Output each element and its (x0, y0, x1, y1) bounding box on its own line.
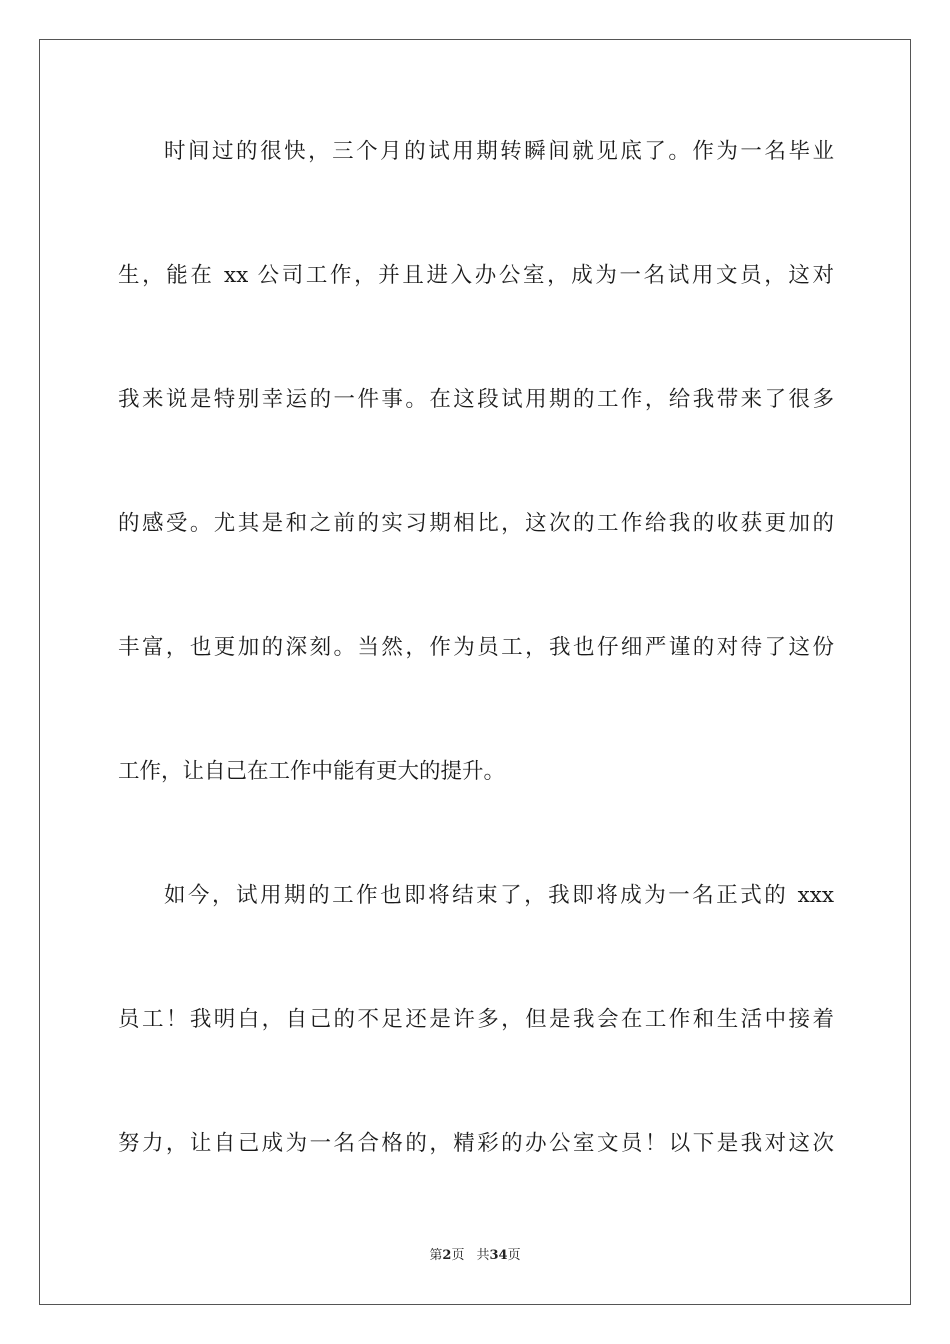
page-border (39, 39, 911, 1305)
total-pages: 34 (489, 1248, 508, 1263)
paragraph-1-line-5: 丰富，也更加的深刻。当然，作为员工，我也仔细严谨的对待了这份 (118, 635, 834, 660)
paragraph-1-line-3: 我来说是特别幸运的一件事。在这段试用期的工作，给我带来了很多 (118, 387, 834, 412)
paragraph-1-line-2: 生，能在 xx 公司工作，并且进入办公室，成为一名试用文员，这对 (118, 263, 834, 288)
paragraph-1-line-4: 的感受。尤其是和之前的实习期相比，这次的工作给我的收获更加的 (118, 511, 834, 536)
total-suffix: 页 (507, 1248, 521, 1263)
paragraph-1-line-1: 时间过的很快，三个月的试用期转瞬间就见底了。作为一名毕业 (164, 139, 834, 164)
page-number: 2 (442, 1248, 452, 1263)
page-prefix: 第 (429, 1248, 443, 1263)
paragraph-2-line-1: 如今，试用期的工作也即将结束了，我即将成为一名正式的 xxx (164, 883, 834, 908)
page-footer (0, 1246, 950, 1266)
paragraph-2-line-2: 员工！我明白，自己的不足还是许多，但是我会在工作和生活中接着 (118, 1007, 834, 1032)
paragraph-1-line-6: 工作，让自己在工作中能有更大的提升。 (118, 759, 506, 784)
page-suffix: 页 (451, 1248, 465, 1263)
total-prefix: 共 (476, 1248, 490, 1263)
paragraph-2-line-3: 努力，让自己成为一名合格的，精彩的办公室文员！以下是我对这次 (118, 1131, 834, 1156)
